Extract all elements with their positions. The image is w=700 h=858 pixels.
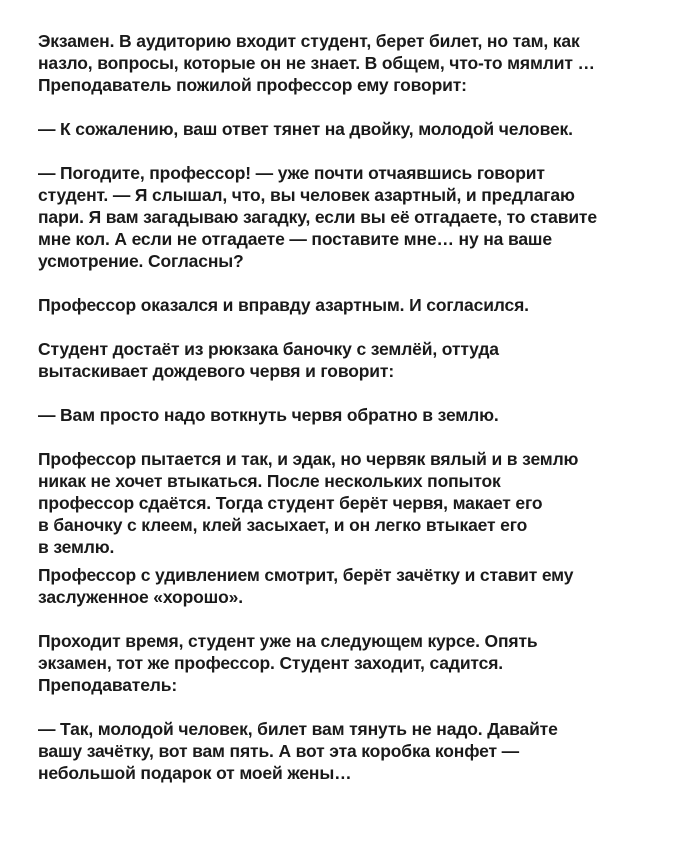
text-line: Профессор оказался и вправду азартным. И согласился. — [38, 295, 529, 315]
text-line: небольшой подарок от моей жены… — [38, 763, 352, 783]
paragraph-2 — [38, 118, 690, 140]
text-line: никак не хочет втыкаться. После нескольких попыток — [38, 471, 501, 491]
text-line: Преподаватель: — [38, 675, 178, 695]
paragraph-6 — [38, 404, 690, 426]
text-line: вашу зачётку, вот вам пять. А вот эта коробка конфет — — [38, 741, 519, 761]
text-line: мне кол. А если не отгадаете — поставите мне… ну на ваше — [38, 229, 552, 249]
text-line: в землю. — [38, 537, 115, 557]
paragraph-7 — [38, 448, 690, 558]
text-line: в баночку с клеем, клей засыхает, и он легко втыкает его — [38, 515, 528, 535]
text-line: — Так, молодой человек, билет вам тянуть не надо. Давайте — [38, 719, 558, 739]
text-line: профессор сдаётся. Тогда студент берёт червя, макает его — [38, 493, 543, 513]
paragraph-8 — [38, 564, 690, 608]
paragraph-9 — [38, 630, 690, 696]
text-line: назло, вопросы, которые он не знает. В общем, что-то мямлит … — [38, 53, 595, 73]
text-line: экзамен, тот же профессор. Студент заходит, садится. — [38, 653, 503, 673]
text-line: — К сожалению, ваш ответ тянет на двойку, молодой человек. — [38, 119, 573, 139]
text-line: усмотрение. Согласны? — [38, 251, 244, 271]
paragraph-4 — [38, 294, 690, 316]
text-line: — Погодите, профессор! — уже почти отчаявшись говорит — [38, 163, 545, 183]
paragraph-1 — [38, 30, 690, 96]
text-line: Профессор пытается и так, и эдак, но червяк вялый и в землю — [38, 449, 579, 469]
text-line: Профессор с удивлением смотрит, берёт зачётку и ставит ему — [38, 565, 574, 585]
text-line: Проходит время, студент уже на следующем курсе. Опять — [38, 631, 538, 651]
text-line: — Вам просто надо воткнуть червя обратно в землю. — [38, 405, 499, 425]
text-line: Преподаватель пожилой профессор ему говорит: — [38, 75, 467, 95]
text-line: Студент достаёт из рюкзака баночку с землёй, оттуда — [38, 339, 499, 359]
paragraph-10 — [38, 718, 690, 784]
text-line: пари. Я вам загадываю загадку, если вы её отгадаете, то ставите — [38, 207, 597, 227]
text-line: вытаскивает дождевого червя и говорит: — [38, 361, 395, 381]
paragraph-3 — [38, 162, 690, 272]
text-line: заслуженное «хорошо». — [38, 587, 243, 607]
paragraph-5 — [38, 338, 690, 382]
text-line: студент. — Я слышал, что, вы человек азартный, и предлагаю — [38, 185, 575, 205]
text-line: Экзамен. В аудиторию входит студент, берет билет, но там, как — [38, 31, 580, 51]
